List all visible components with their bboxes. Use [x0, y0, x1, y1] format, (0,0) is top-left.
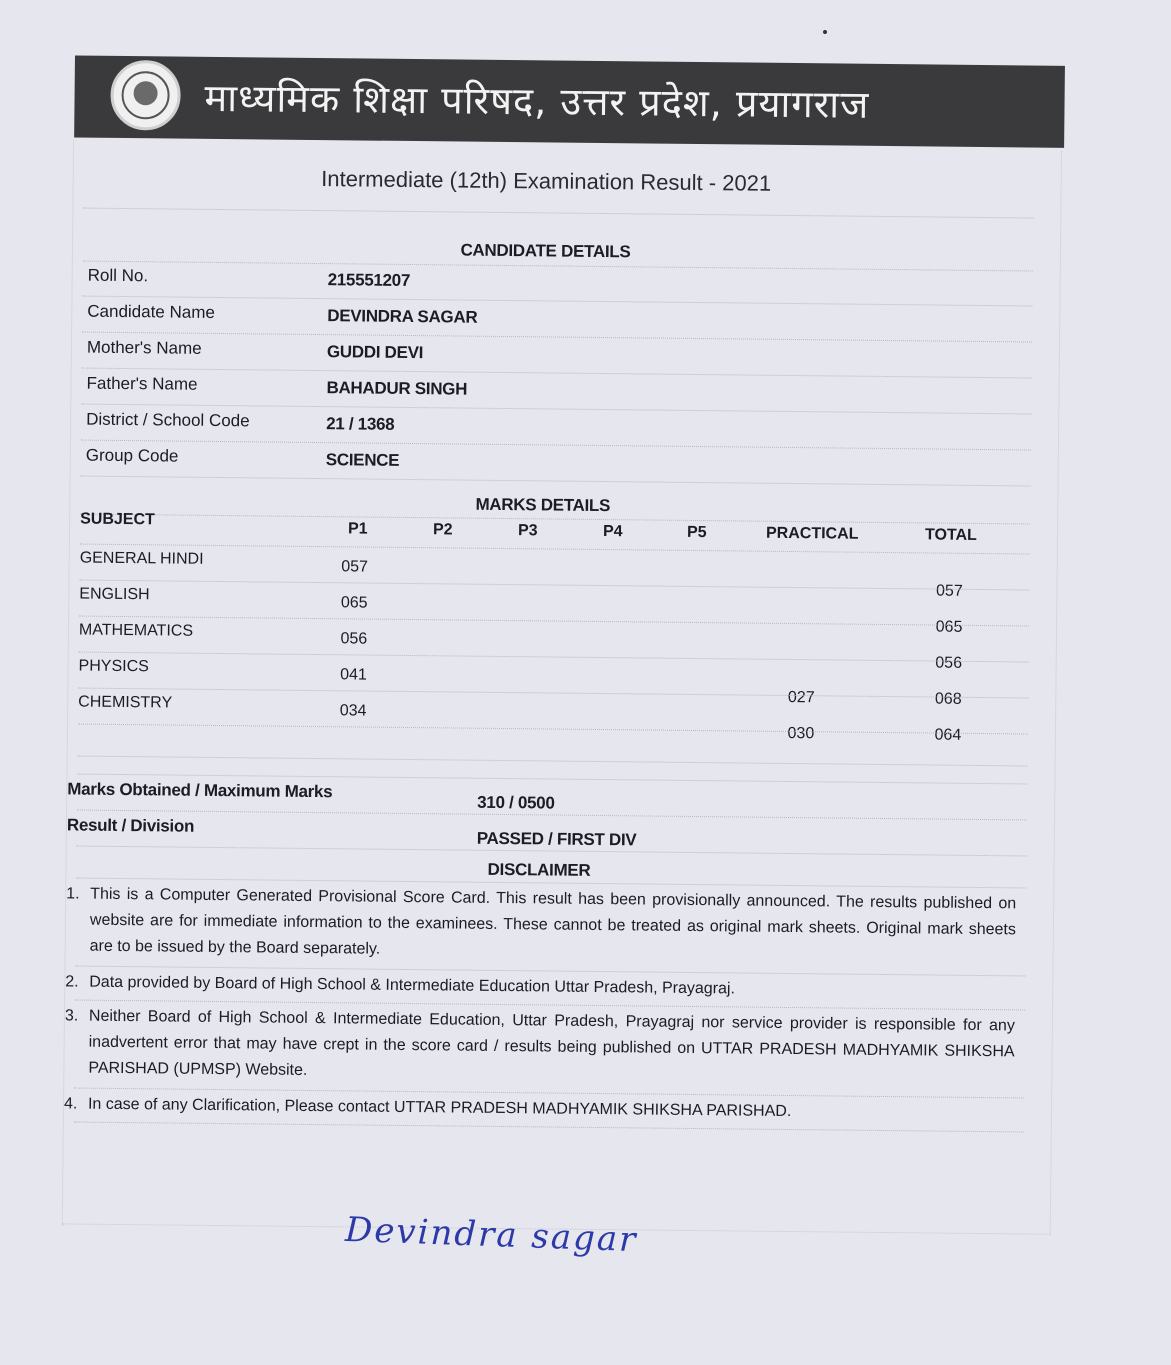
total-mark: 068	[934, 690, 962, 708]
subject-name: MATHEMATICS	[78, 621, 194, 640]
total-column-header: TOTAL	[924, 526, 977, 544]
district-school-code-value: 21 / 1368	[326, 414, 395, 434]
disclaimer-number: 3.	[64, 1007, 79, 1025]
result-division-value: PASSED / FIRST DIV	[476, 828, 637, 850]
p5-column-header: P5	[686, 523, 707, 542]
practical-mark: 027	[787, 688, 815, 707]
divider	[79, 616, 1029, 627]
marks-details-heading: MARKS DETAILS	[475, 494, 611, 516]
candidate-name-value: DEVINDRA SAGAR	[327, 306, 478, 327]
disclaimer-text: Data provided by Board of High School & Intermediate Education Uttar Pradesh, Prayagraj.	[89, 973, 736, 998]
candidate-details-heading: CANDIDATE DETAILS	[460, 240, 631, 262]
divider	[82, 332, 1032, 343]
disclaimer-text: This is a Computer Generated Provisional Score Card. This result has been provisionally announced. The results published on website are for immediate information to the examinees. These cannot be treated as original mark sheets. Original mark sheets are to be issued by the Board separately.	[89, 885, 1017, 958]
disclaimer-text: Neither Board of High School & Intermediate Education, Uttar Pradesh, Prayagraj nor service provider is responsible for any inadvertent error that may have crept in the score card / results being published on UTTAR PRADESH MADHYAMIK SHIKSHA PARISHAD (UPMSP) Website.	[88, 1007, 1015, 1079]
total-mark: 056	[935, 654, 963, 672]
disclaimer-number: 1.	[66, 885, 80, 903]
p1-mark: 041	[340, 666, 367, 684]
divider	[81, 440, 1031, 451]
divider	[83, 208, 1033, 219]
divider	[78, 756, 1028, 767]
marks-obtained-value: 310 / 0500	[477, 792, 555, 813]
subject-name: GENERAL HINDI	[79, 549, 204, 568]
divider	[79, 580, 1029, 591]
subject-column-header: SUBJECT	[80, 510, 155, 529]
result-division-label: Result / Division	[66, 815, 195, 836]
divider	[80, 544, 1030, 555]
disclaimer-item	[66, 881, 1017, 969]
frame-right	[1050, 151, 1062, 1236]
p1-mark: 056	[340, 630, 368, 648]
disclaimer-item	[64, 1003, 1015, 1091]
p4-column-header: P4	[602, 523, 623, 541]
roll-no-label: Roll No.	[87, 265, 149, 286]
mother-name-value: GUDDI DEVI	[326, 342, 424, 363]
disclaimer-number: 4.	[63, 1095, 78, 1113]
divider	[79, 652, 1029, 663]
p1-mark: 034	[339, 702, 367, 720]
divider	[78, 724, 1028, 735]
group-code-value: SCIENCE	[325, 450, 400, 470]
marks-obtained-label: Marks Obtained / Maximum Marks	[67, 779, 333, 802]
roll-no-value: 215551207	[327, 270, 411, 290]
p2-column-header: P2	[432, 521, 453, 539]
total-mark: 065	[935, 618, 963, 636]
father-name-value: BAHADUR SINGH	[326, 378, 468, 399]
subject-name: CHEMISTRY	[78, 693, 173, 712]
board-name: माध्यमिक शिक्षा परिषद, उत्तर प्रदेश, प्रयागराज	[204, 75, 870, 127]
p1-column-header: P1	[347, 520, 368, 538]
total-mark: 064	[934, 726, 962, 744]
header-banner	[74, 55, 1065, 147]
exam-title: Intermediate (12th) Examination Result - 2021	[321, 166, 772, 196]
p1-mark: 057	[341, 558, 369, 576]
disclaimer-heading: DISCLAIMER	[487, 859, 591, 880]
upmsp-seal-icon	[110, 60, 181, 131]
divider	[78, 688, 1028, 699]
group-code-label: Group Code	[85, 445, 179, 466]
subject-name: PHYSICS	[78, 657, 149, 676]
father-name-label: Father's Name	[86, 373, 198, 394]
result-sheet	[18, 55, 1065, 1241]
candidate-name-label: Candidate Name	[87, 301, 215, 322]
p3-column-header: P3	[517, 522, 538, 540]
practical-column-header: PRACTICAL	[765, 524, 859, 543]
divider	[81, 476, 1031, 487]
dust-speck	[823, 30, 827, 34]
disclaimer-text: In case of any Clarification, Please contact UTTAR PRADESH MADHYAMIK SHIKSHA PARISHAD.	[87, 1095, 792, 1121]
p1-mark: 065	[340, 594, 368, 612]
practical-mark: 030	[787, 724, 815, 743]
disclaimer-number: 2.	[65, 973, 79, 991]
subject-name: ENGLISH	[79, 585, 150, 604]
district-school-code-label: District / School Code	[86, 409, 250, 431]
total-mark: 057	[935, 582, 963, 600]
handwritten-signature: Devindra sagar	[344, 1209, 639, 1261]
mother-name-label: Mother's Name	[86, 337, 202, 358]
divider	[82, 368, 1032, 379]
divider	[82, 296, 1032, 307]
